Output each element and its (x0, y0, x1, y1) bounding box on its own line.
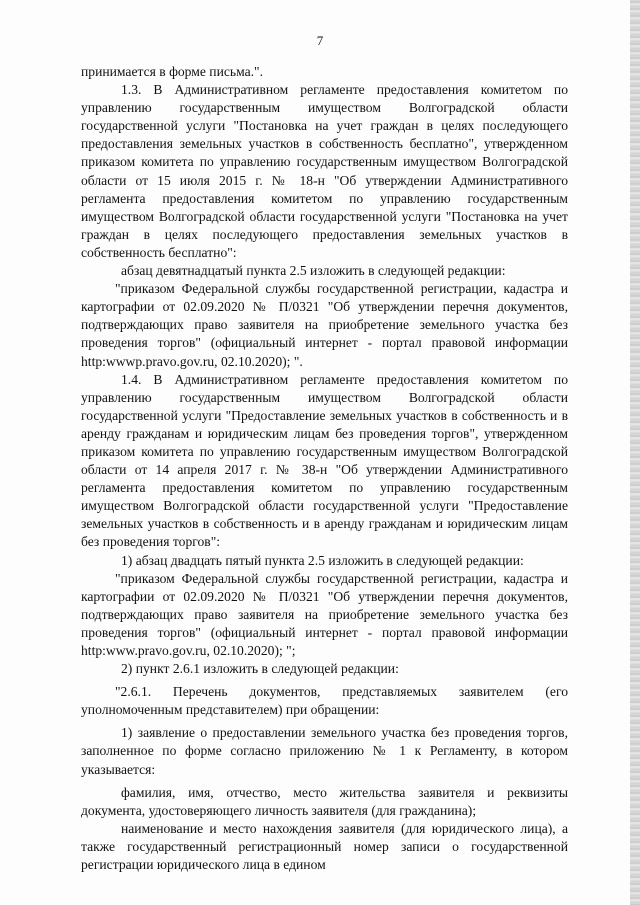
paragraph-continuation: принимается в форме письма.". (81, 64, 263, 79)
paragraph-list-item: фамилия, имя, отчество, место жительства заявителя и реквизиты документа, удостоверяющего личность заявителя (для гражданина); (81, 784, 568, 818)
paragraph-subclause: 1) абзац двадцать пятый пункта 2.5 изложить в следующей редакции: (121, 552, 524, 568)
paragraph-quote: "2.6.1. Перечень документов, представляемых заявителем (его уполномоченным представителем) при обращении: (81, 684, 568, 718)
page-number: 7 (316, 33, 324, 48)
document-body (81, 63, 568, 874)
paragraph-subclause: 2) пункт 2.6.1 изложить в следующей редакции: (121, 661, 399, 677)
paragraph-item-1-3: 1.3. В Административном регламенте предоставления комитетом по управлению государственным имуществом Волгоградской области государственной услуги "Постановка на учет граждан в целях последующего предоставления земельных участков в собственность бесплатно", утвержденном приказом комитета по управлению государственным имуществом Волгоградской области от 15 июля 2015 г. № 18-н "Об утверждении Административного регламента предоставления комитетом по управлению государственным имуществом Волгоградской области государственной услуги "Постановка на учет граждан в целях последующего предоставления земельных участков в собственность бесплатно": (81, 82, 568, 260)
paragraph-quote: "приказом Федеральной службы государственной регистрации, кадастра и картографии от 02.09.2020 № П/0321 "Об утверждении перечня документов, подтверждающих право заявителя на приобретение земельного участка без проведения торгов" (официальный интернет - портал правовой информации http:www.pravo.gov.ru, 02.10.2020); "; (81, 570, 568, 658)
paragraph-item-1-4: 1.4. В Административном регламенте предоставления комитетом по управлению государственным имуществом Волгоградской области государственной услуги "Предоставление земельных участков в собственность и в аренду гражданам и юридическим лицам без проведения торгов", утвержденном приказом комитета по управлению государственным имуществом Волгоградской области от 14 апреля 2017 г. № 38-н "Об утверждении Административного регламента предоставления комитетом по управлению государственным имуществом Волгоградской области государственной услуги "Предоставление земельных участков в собственность и в аренду гражданам и юридическим лицам без проведения торгов": (81, 371, 568, 550)
scan-edge (630, 0, 640, 905)
paragraph-list-item: 1) заявление о предоставлении земельного участка без проведения торгов, заполненное по форме согласно приложению № 1 к Регламенту, в котором указывается: (81, 725, 568, 777)
paragraph-subclause: абзац девятнадцатый пункта 2.5 изложить в следующей редакции: (121, 263, 506, 279)
paragraph-list-item: наименование и место нахождения заявителя (для юридического лица), а также государственный регистрационный номер записи о государственной регистрации юридического лица в едином (81, 820, 568, 873)
paragraph-quote: "приказом Федеральной службы государственной регистрации, кадастра и картографии от 02.09.2020 № П/0321 "Об утверждении перечня документов, подтверждающих право заявителя на приобретение земельного участка без проведения торгов" (официальный интернет - портал правовой информации http:wwwp.pravo.gov.ru, 02.10.2020); ". (81, 281, 568, 369)
